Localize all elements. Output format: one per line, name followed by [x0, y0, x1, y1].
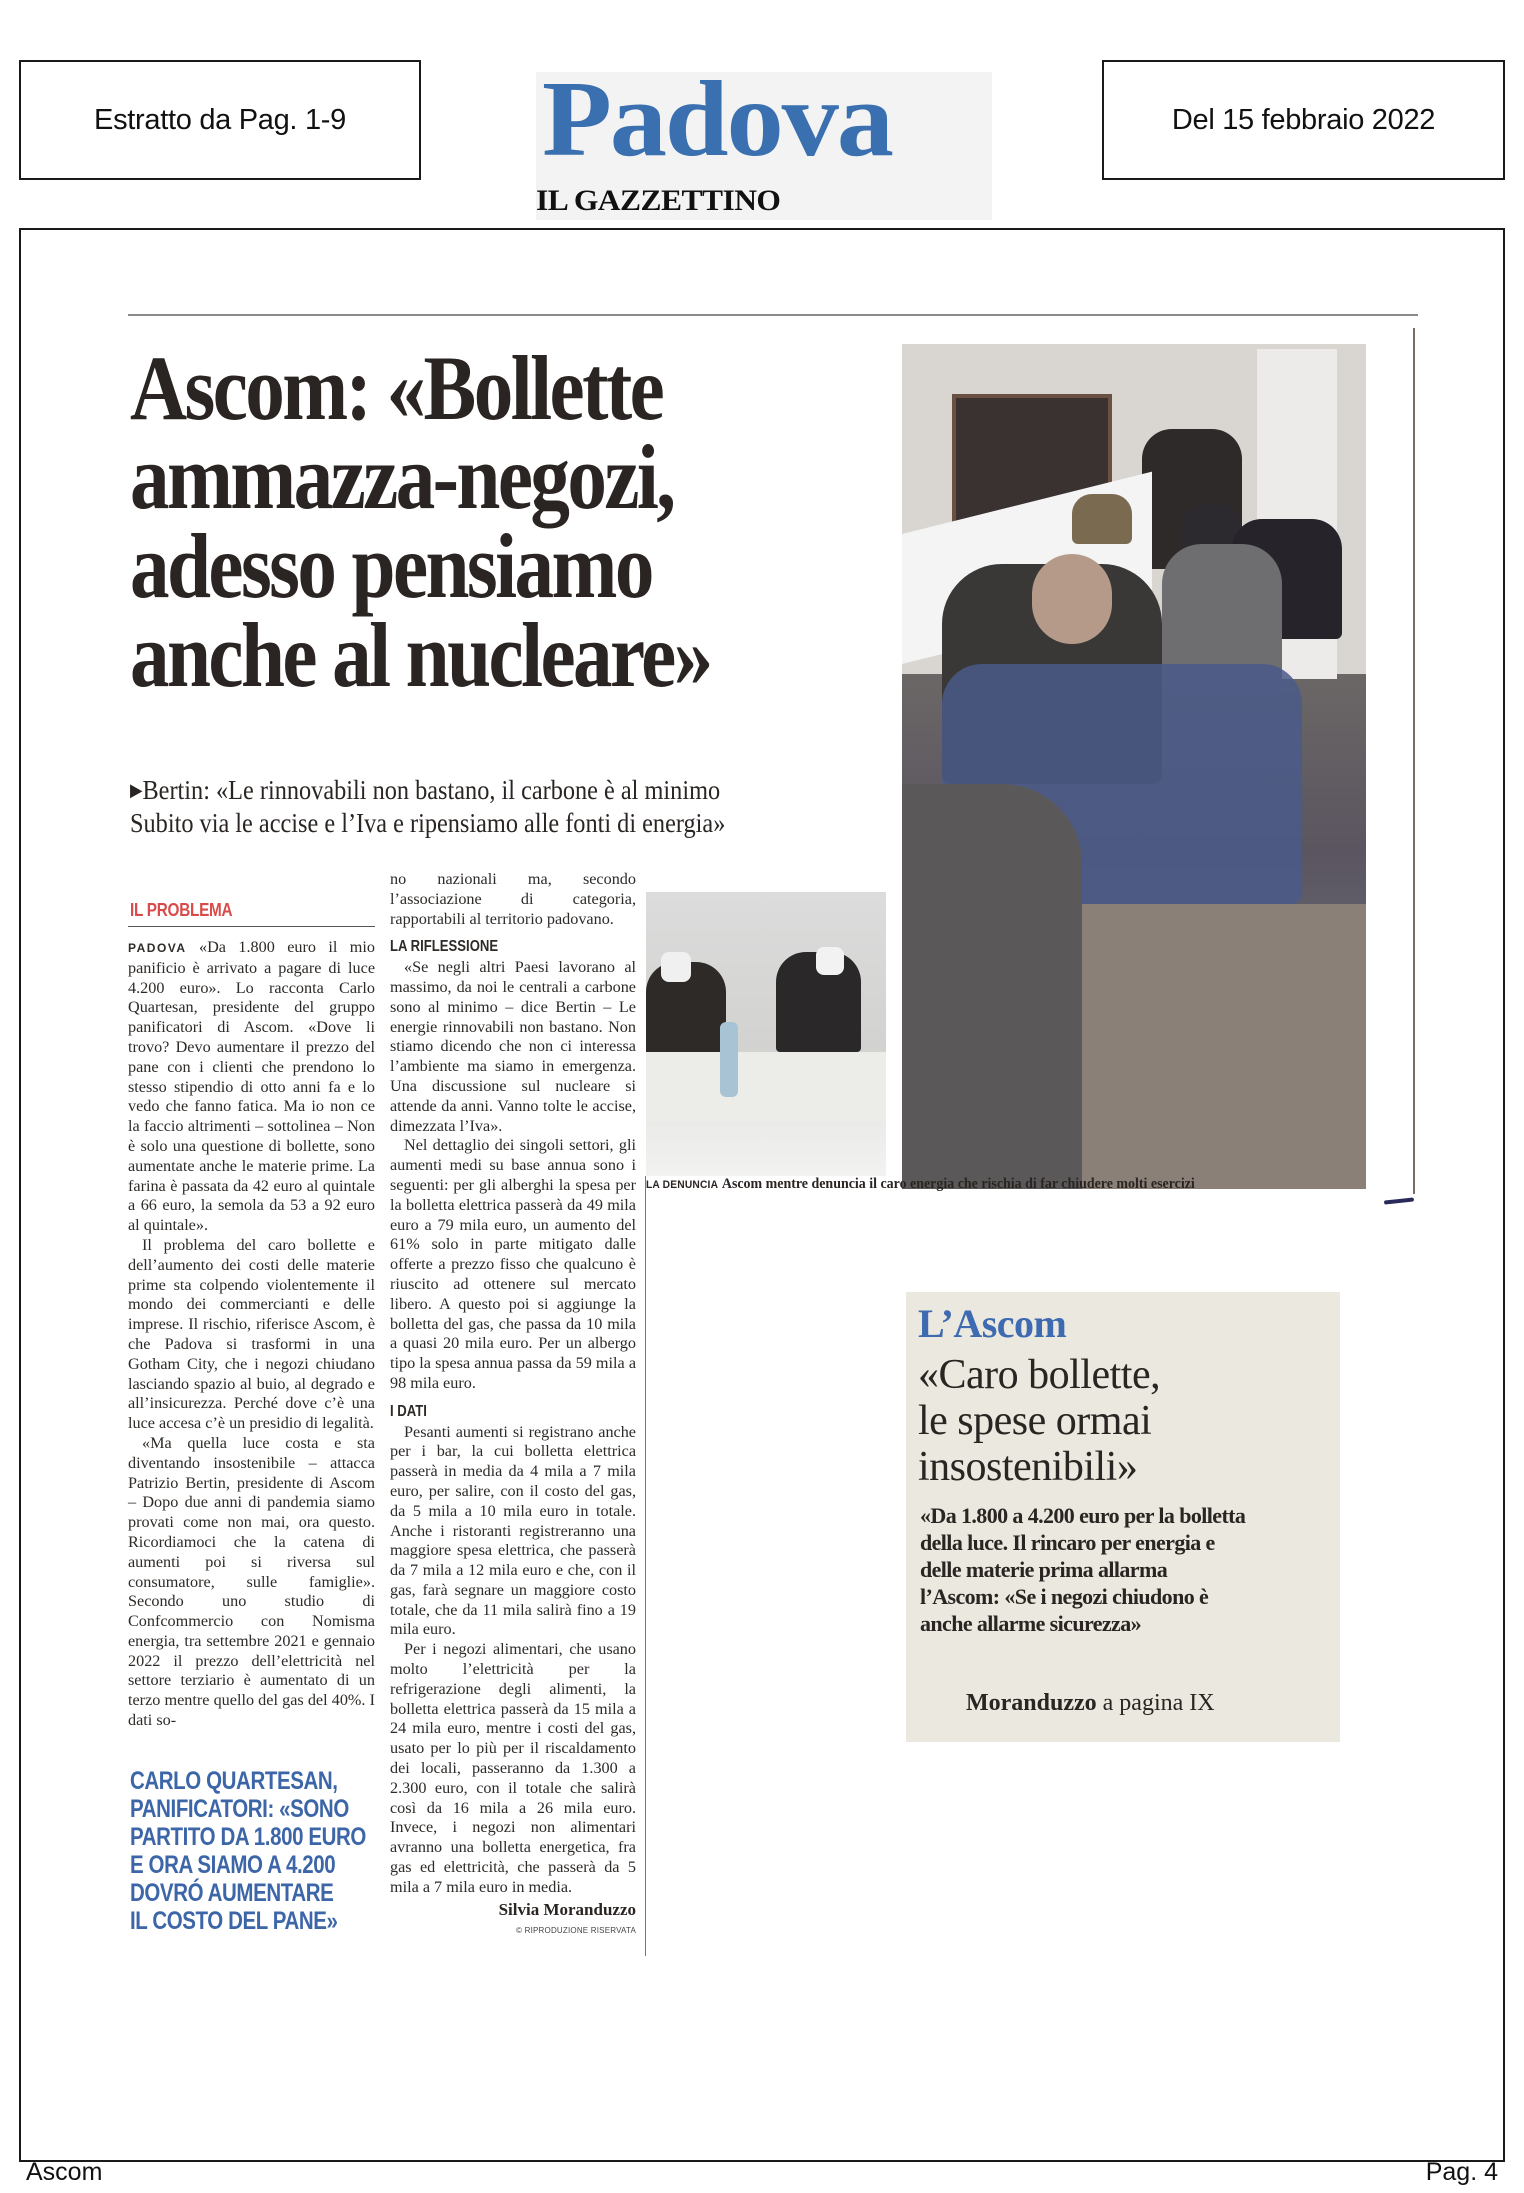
pull-quote-line: PANIFICATORI: «SONO	[130, 1795, 349, 1823]
teaser-page: a pagina IX	[1102, 1690, 1215, 1716]
photo-bottle	[720, 1022, 738, 1097]
subheadline	[130, 774, 850, 840]
pen-mark	[1384, 1197, 1414, 1204]
extract-page-label: Estratto da Pag. 1-9	[94, 103, 346, 136]
headline-line: Ascom: «Bollette	[130, 337, 663, 439]
pull-quote-line: DOVRÓ AUMENTARE	[130, 1879, 334, 1907]
paragraph: Nel dettaglio dei singoli settori, gli aumenti medi su base annua sono i seguenti: per gli alberghi la spesa per la bolletta elettrica passerà da 49 mila euro a 79 mila euro, un aumento del 61% solo in parte mitigato dalle offerte a prezzo fisso che qualcuno è riuscito ad ottenere sul mercato libero. A questo poi si aggiunge la bolletta del gas, che passa da 10 mila a quasi 20 mila euro. Per un albergo tipo la spesa annua passa da 59 mila a 98 mila euro.	[390, 1136, 636, 1392]
extract-page-box	[19, 60, 421, 180]
photo-caption	[646, 1176, 1362, 1193]
photo-meeting-room	[902, 344, 1366, 1189]
column-divider	[645, 1176, 646, 1956]
teaser-title-line: le spese ormai	[918, 1398, 1152, 1444]
article	[128, 314, 1418, 1964]
photo-mask	[661, 952, 691, 982]
section-label: IL PROBLEMA	[130, 900, 233, 920]
footer-client: Ascom	[26, 2158, 103, 2186]
top-rule	[128, 314, 1418, 316]
caption-text: Ascom mentre denuncia il caro energia che rischia di far chiudere molti esercizi	[721, 1176, 1195, 1192]
paragraph: «Se negli altri Paesi lavorano al massimo, da noi le centrali a carbone sono al minimo – dice Bertin – Le energie rinnovabili non bastano. Non stiamo dicendo che non ci interessa l’ambiente ma siamo in emergenza. Una discussione sul nucleare si attende da anni. Vanno tolte le accise, dimezzata l’Iva».	[390, 958, 636, 1135]
section-rule	[128, 926, 375, 927]
date-label: Del 15 febbraio 2022	[1171, 103, 1436, 136]
paragraph: Per i negozi alimentari, che usano molto l’elettricità per la refrigerazione degli alimenti, la bolletta elettrica passerà da 15 mila a 24 mila euro, mentre i costi del gas, usato per lo più per il riscaldamento dei locali, passeranno da 1.300 a 2.300 euro, con il totale che salirà così da 16 mila a 26 mila euro. Invece, i negozi non alimentari avranno una bolletta energetica, fra gas ed elettricità, che passerà da 5 mila a 7 mila euro in media.	[390, 1640, 636, 1896]
teaser-page-reference	[966, 1690, 1215, 1717]
subsection-heading-riflessione: LA RIFLESSIONE	[390, 938, 499, 956]
photo-press-conference	[646, 892, 886, 1176]
headline-line: ammazza-negozi,	[130, 426, 674, 528]
subsection-heading-dati: I DATI	[390, 1402, 427, 1420]
dateline: PADOVA	[128, 941, 187, 955]
paragraph: Pesanti aumenti si registrano anche per i bar, la cui bolletta elettrica passerà in media da 4 mila a 7 mila euro, per salire, con il costo del gas, da 5 mila a 10 mila euro in totale. Anche i ristoranti registreranno una maggiore spesa elettrica, che passerà da 7 mila a 12 mila euro e che, con il gas, farà segnare un maggiore costo totale, che da 11 mila salirà fino a 19 mila euro.	[390, 1422, 636, 1639]
paragraph: Il problema del caro bollette e dell’aumento dei costi delle materie prime sta colpendo violentemente il mondo dei commercianti e delle imprese. Il rischio, riferisce Ascom, è che Padova si trasformi in una Gotham City, che i negozi chiudano lasciando spazio al buio, al degrado e all’insicurezza. Perché dove c’è una luce accesa c’è un presidio di legalità.	[128, 1235, 375, 1433]
column-2	[390, 870, 636, 1898]
headline	[130, 337, 801, 706]
paragraph: no nazionali ma, secondo l’associazione di categoria, rapportabili al territorio padovano.	[390, 870, 636, 928]
masthead-logo	[536, 60, 992, 220]
photo-face	[1032, 554, 1112, 644]
pull-quote-line: E ORA SIAMO A 4.200	[130, 1851, 336, 1879]
date-box	[1102, 60, 1505, 180]
masthead-title: Padova	[542, 60, 892, 179]
subhead-line: Subito via le accise e l’Iva e ripensiamo alle fonti di energia»	[130, 808, 726, 838]
teaser-title-line: insostenibili»	[918, 1444, 1138, 1490]
pull-quote-line: PARTITO DA 1.800 EURO	[130, 1823, 366, 1851]
pull-quote-line: IL COSTO DEL PANE»	[130, 1907, 338, 1935]
teaser-title-line: «Caro bollette,	[918, 1352, 1161, 1398]
paragraph: «Ma quella luce costa e sta diventando insostenibile – attacca Patrizio Bertin, presidente di Ascom – Dopo due anni di pandemia siamo provati come non mai, ora questo. Ricordiamoci che la catena di aumenti poi si riversa sul consumatore, sulle famiglie». Secondo uno studio di Confcommercio con Nomisma energia, tra settembre 2021 e gennaio 2022 il prezzo dell’elettricità nel settore terziario è aumentato di un terzo mentre quello del gas del 40%. I dati so-	[128, 1433, 375, 1730]
masthead-subtitle: IL GAZZETTINO	[536, 184, 781, 217]
teaser-summary: «Da 1.800 a 4.200 euro per la bolletta della luce. Il rincaro per energia e delle materie prima allarma l’Ascom: «Se i negozi chiudono è anche allarme sicurezza»	[920, 1503, 1246, 1636]
photo-person	[1072, 494, 1132, 544]
photo-foreground-person	[902, 784, 1082, 1189]
caption-tag: LA DENUNCIA	[646, 1179, 719, 1191]
teaser-kicker: L’Ascom	[918, 1301, 1067, 1346]
column-1	[128, 938, 375, 1731]
byline: Silvia Moranduzzo	[498, 1900, 636, 1919]
teaser-title	[918, 1352, 1160, 1490]
triangle-bullet-icon: ▶	[130, 780, 143, 800]
pull-quote-line: CARLO QUARTESAN,	[130, 1767, 338, 1795]
front-page-teaser	[906, 1292, 1340, 1742]
teaser-author: Moranduzzo	[966, 1690, 1097, 1716]
paragraph: «Da 1.800 euro il mio panificio è arrivato a pagare di luce 4.200 euro». Lo racconta Carlo Quartesan, presidente del gruppo panificatori di Ascom. «Dove li trovo? Devo aumentare il prezzo del pane con i clienti che prendono lo stesso stipendio di otto anni fa e lo vedo che fanno fatica. Ma io non ce la faccio altrimenti – sottolinea – Non è solo una questione di bollette, sono aumentate anche le materie prime. La farina è passata da 42 euro al quintale a 66 euro, la semola da 53 a 92 euro al quintale».	[128, 938, 375, 1235]
pull-quote	[130, 1767, 366, 1935]
copyright-notice: © RIPRODUZIONE RISERVATA	[516, 1926, 636, 1935]
right-margin-rule	[1413, 328, 1415, 1194]
photo-mask	[816, 947, 844, 975]
footer-page-number: Pag. 4	[1425, 2158, 1498, 2186]
headline-line: anche al nucleare»	[130, 604, 711, 706]
headline-line: adesso pensiamo	[130, 515, 652, 617]
photo-table	[646, 1052, 886, 1122]
subhead-line: Bertin: «Le rinnovabili non bastano, il carbone è al minimo	[142, 775, 721, 805]
